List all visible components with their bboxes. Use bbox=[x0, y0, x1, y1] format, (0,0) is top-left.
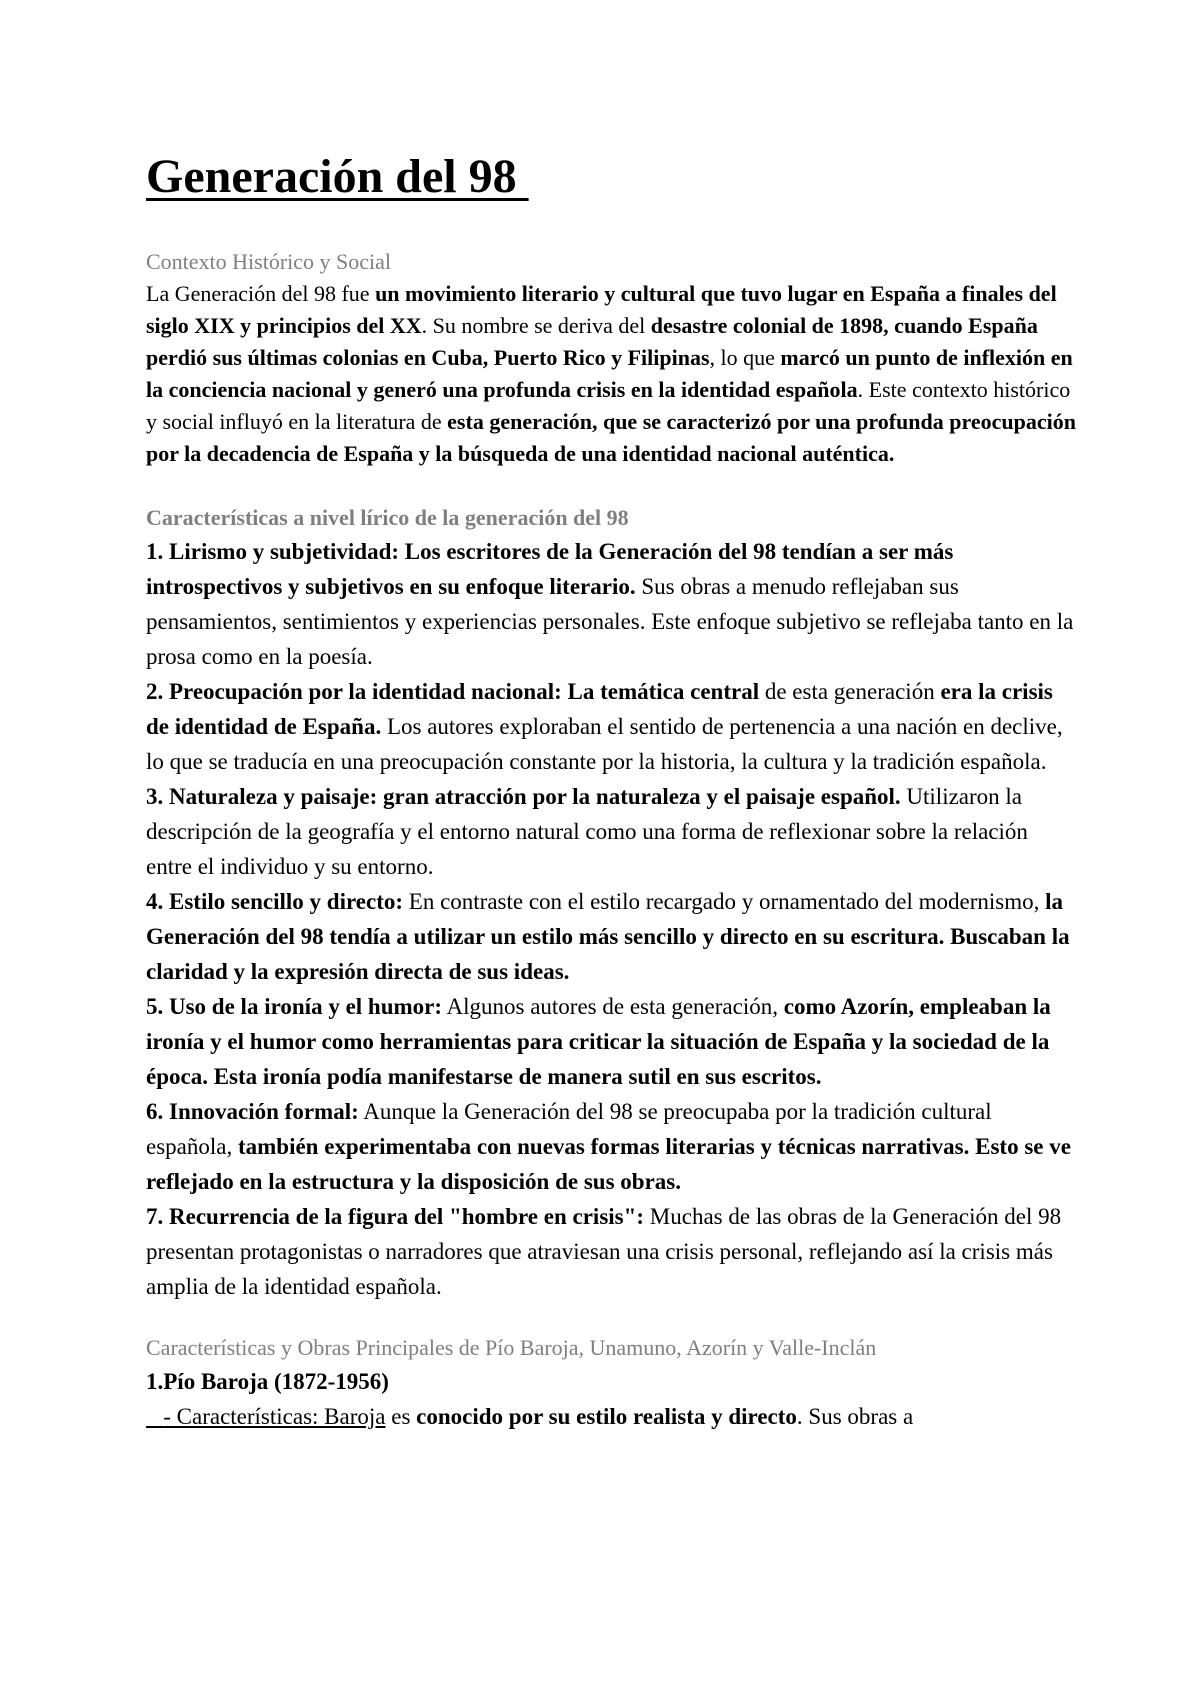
bold-text-run: 2. Preocupación por la identidad nacional: La temática central bbox=[146, 679, 760, 704]
bold-text-run: también experimentaba con nuevas formas literarias y técnicas narrativas. Esto se ve reflejado en la estructura y la disposición de sus obras. bbox=[146, 1134, 1071, 1194]
list-item bbox=[146, 1094, 1076, 1199]
context-paragraph bbox=[146, 278, 1076, 470]
text-run: Utilizaron la descripción de la geografía y el entorno natural como una forma de reflexionar sobre la relación entre el individuo y su entorno. bbox=[146, 784, 1028, 879]
text-run: En contraste con el estilo recargado y ornamentado del modernismo, bbox=[403, 889, 1046, 914]
bold-text-run: 1. Lirismo y subjetividad: Los escritores de la Generación del 98 tendían a ser más introspectivos y subjetivos en su enfoque literario. bbox=[146, 539, 954, 599]
text-run: Aunque la Generación del 98 se preocupaba por la tradición cultural española, bbox=[146, 1099, 992, 1159]
text-run: es bbox=[385, 1404, 417, 1429]
bold-text-run: como Azorín, empleaban la ironía y el humor como herramientas para criticar la situación de España y la sociedad de la época. Esta ironía podía manifestarse de manera sutil en sus escritos. bbox=[146, 994, 1051, 1089]
list-item bbox=[146, 884, 1076, 989]
bold-text-run: conocido por su estilo realista y directo bbox=[416, 1404, 797, 1429]
spacer bbox=[146, 470, 1076, 502]
text-run: , lo que bbox=[709, 345, 781, 370]
lyric-characteristics-list bbox=[146, 534, 1076, 1304]
page-title: Generación del 98 bbox=[146, 150, 529, 203]
text-run: Muchas de las obras de la Generación del 98 presentan protagonistas o narradores que atraviesan una crisis personal, reflejando así la crisis más amplia de la identidad española. bbox=[146, 1204, 1062, 1299]
list-item bbox=[146, 989, 1076, 1094]
bold-text-run: marcó un punto de inflexión en la conciencia nacional y generó una profunda crisis en la identidad española bbox=[146, 345, 1073, 402]
text-run: de esta generación bbox=[759, 679, 941, 704]
bold-text-run: esta generación, que se caracterizó por una profunda preocupación por la decadencia de España y la búsqueda de una identidad nacional auténtica. bbox=[146, 409, 1076, 466]
context-heading: Contexto Histórico y Social bbox=[146, 249, 392, 274]
document-body bbox=[146, 148, 1076, 1434]
bold-text-run: era la crisis de identidad de España. bbox=[146, 679, 1053, 739]
lyric-heading: Características a nivel lírico de la generación del 98 bbox=[146, 505, 629, 530]
text-run: . Este contexto histórico y social influyó en la literatura de bbox=[146, 377, 1071, 434]
characteristics-label: - Características: Baroja bbox=[163, 1404, 386, 1429]
spacer bbox=[146, 206, 1076, 246]
bold-text-run: la Generación del 98 tendía a utilizar un estilo más sencillo y directo en su escritura. Buscaban la claridad y la expresión directa de sus ideas. bbox=[146, 889, 1070, 984]
list-item bbox=[146, 1199, 1076, 1304]
bold-text-run: 4. Estilo sencillo y directo: bbox=[146, 889, 404, 914]
text-run: . Sus obras a bbox=[796, 1404, 914, 1429]
text-run: La Generación del 98 fue bbox=[146, 281, 376, 306]
text-run: Sus obras a menudo reflejaban sus pensamientos, sentimientos y experiencias personales. Este enfoque subjetivo se reflejaba tanto en la prosa como en la poesía. bbox=[146, 574, 1074, 669]
indent-space bbox=[146, 1404, 163, 1429]
bold-text-run: un movimiento literario y cultural que tuvo lugar en España a finales del siglo XIX y principios del XX bbox=[146, 281, 1057, 338]
text-run: . Su nombre se deriva del bbox=[421, 313, 651, 338]
list-item bbox=[146, 674, 1076, 779]
list-item bbox=[146, 534, 1076, 674]
bold-text-run: desastre colonial de 1898, cuando España perdió sus últimas colonias en Cuba, Puerto Rico y Filipinas bbox=[146, 313, 1038, 370]
text-run: Algunos autores de esta generación, bbox=[442, 994, 784, 1019]
author-title-baroja: 1.Pío Baroja (1872-1956) bbox=[146, 1369, 389, 1394]
authors-heading: Características y Obras Principales de Pío Baroja, Unamuno, Azorín y Valle-Inclán bbox=[146, 1335, 877, 1360]
bold-text-run: 6. Innovación formal: bbox=[146, 1099, 359, 1124]
spacer bbox=[146, 1304, 1076, 1332]
bold-text-run: 5. Uso de la ironía y el humor: bbox=[146, 994, 443, 1019]
text-run: Los autores exploraban el sentido de pertenencia a una nación en declive, lo que se traducía en una preocupación constante por la historia, la cultura y la tradición española. bbox=[146, 714, 1063, 774]
bold-text-run: 7. Recurrencia de la figura del "hombre en crisis": bbox=[146, 1204, 645, 1229]
bold-text-run: 3. Naturaleza y paisaje: gran atracción por la naturaleza y el paisaje español. bbox=[146, 784, 901, 809]
list-item bbox=[146, 779, 1076, 884]
baroja-characteristics-line bbox=[146, 1399, 1076, 1434]
